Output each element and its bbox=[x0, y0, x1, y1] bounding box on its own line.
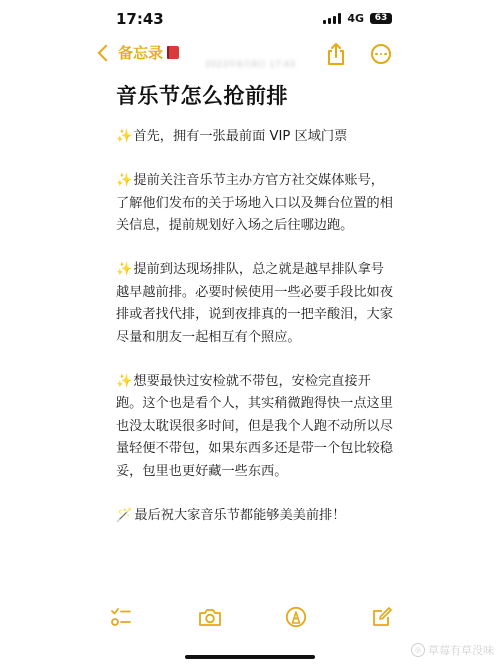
watermark bbox=[411, 642, 494, 658]
watermark-text: 草莓有草没味 bbox=[428, 644, 494, 657]
note-paragraph: ✨首先，拥有一张最前面 VIP 区域门票 bbox=[116, 129, 348, 144]
camera-button[interactable] bbox=[198, 606, 222, 632]
battery-icon: 63 bbox=[370, 13, 392, 24]
note-paragraph: ✨想要最快过安检就不带包，安检完直接开跑。这个也是看个人，其实稍微跑得快一点这里也没太耽误很多时间，但是我个人跑不动所以尽量轻便不带包，如果东西多还是带一个包比较稳妥，包里也更好藏一些东西。 bbox=[116, 373, 393, 479]
checklist-icon bbox=[110, 606, 132, 628]
status-bar bbox=[0, 0, 500, 40]
status-indicators bbox=[323, 12, 392, 25]
sparkle-icon: ✨ bbox=[116, 373, 133, 389]
compose-icon bbox=[371, 606, 393, 628]
note-paragraph: ✨提前关注音乐节主办方官方社交媒体账号，了解他们发布的关于场地入口以及舞台位置的相关信息，提前规划好入场之后往哪边跑。 bbox=[116, 173, 393, 233]
magic-wand-icon: 🪄 bbox=[116, 507, 133, 523]
network-type: 4G bbox=[347, 12, 364, 25]
bottom-toolbar bbox=[0, 606, 500, 642]
status-time: 17:43 bbox=[116, 10, 164, 28]
more-icon bbox=[375, 53, 378, 56]
markup-button[interactable] bbox=[285, 606, 307, 632]
sparkle-icon: ✨ bbox=[116, 129, 133, 144]
note-paragraph: ✨提前到达现场排队，总之就是越早排队拿号越早越前排。必要时候使用一些必要手段比如夜排或者找代排，说到夜排真的一把辛酸泪，大家尽量和朋友一起相互有个照应。 bbox=[116, 262, 393, 345]
home-indicator bbox=[185, 655, 315, 659]
compose-button[interactable] bbox=[371, 606, 393, 632]
back-label: 备忘录 bbox=[118, 44, 164, 62]
pen-tip-icon bbox=[285, 606, 307, 628]
note-date: 2023年6月8日 17:43 bbox=[204, 60, 296, 70]
checklist-button[interactable] bbox=[110, 606, 132, 632]
note-body[interactable] bbox=[116, 126, 396, 549]
note-paragraph: 🪄 最后祝大家音乐节都能够美美前排！ bbox=[116, 507, 346, 523]
camera-icon bbox=[198, 606, 222, 628]
signal-icon bbox=[323, 13, 341, 24]
watermark-logo-icon: ◎ bbox=[411, 643, 425, 657]
sparkle-icon: ✨ bbox=[116, 262, 133, 277]
sparkle-icon: ✨ bbox=[116, 173, 133, 188]
note-title[interactable]: 音乐节怎么抢前排 bbox=[116, 84, 288, 108]
